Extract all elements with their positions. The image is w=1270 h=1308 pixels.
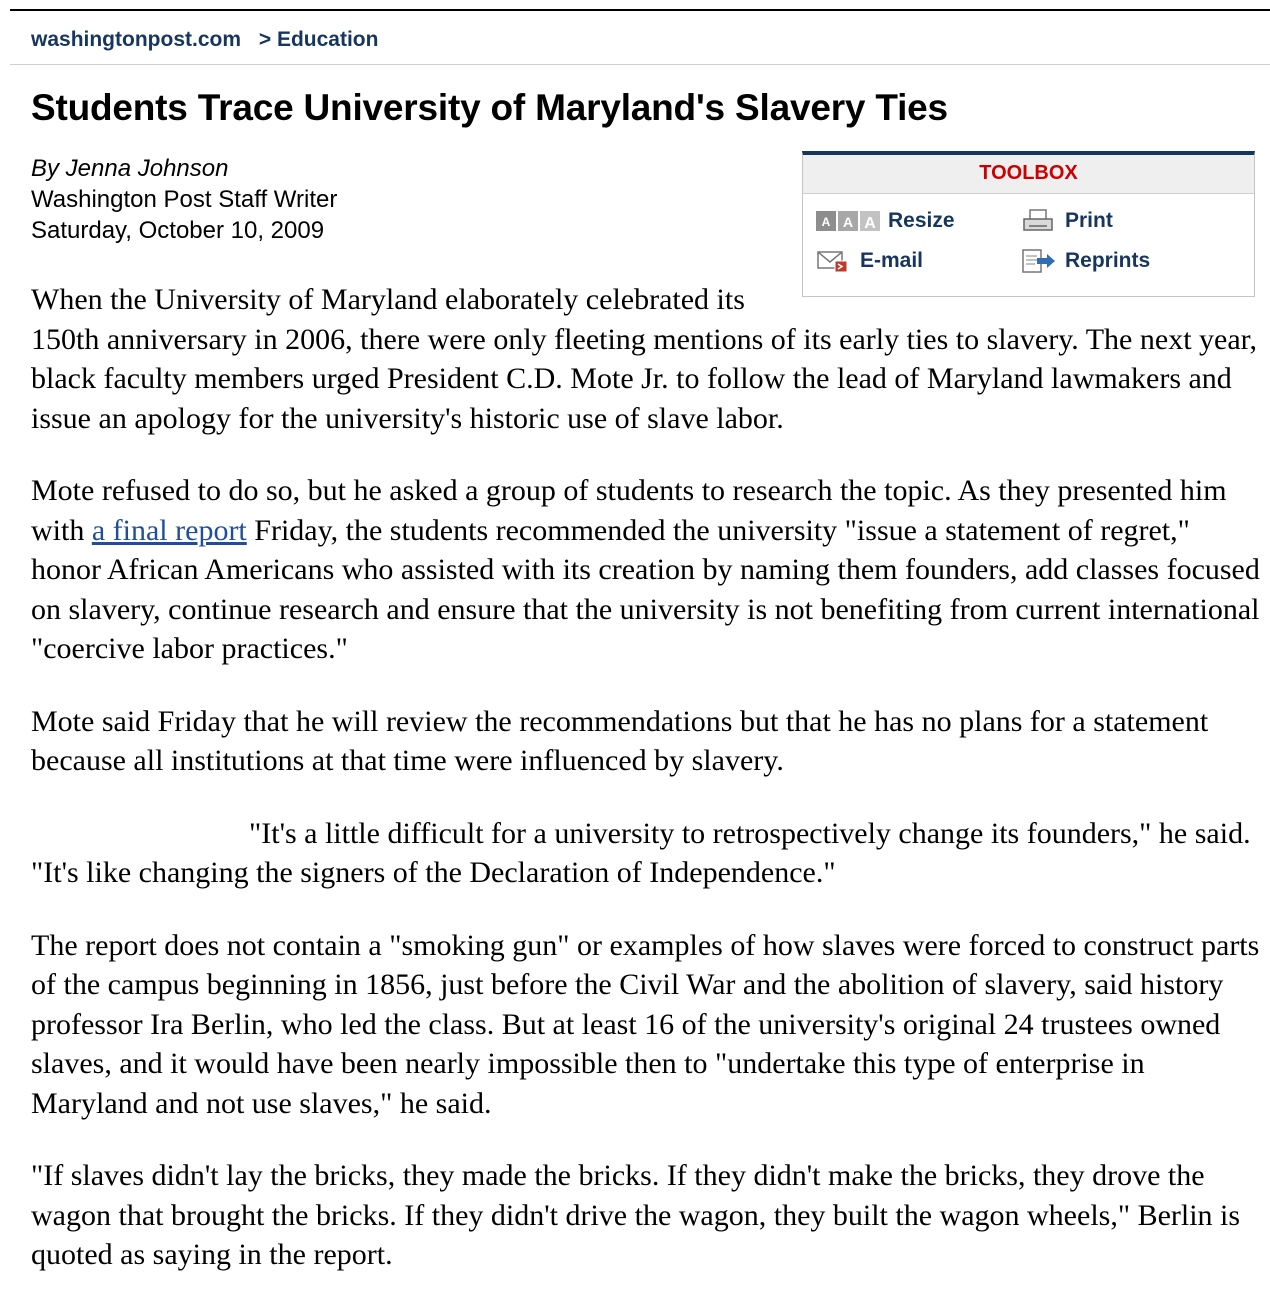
paragraph-text: Friday, the students recommended the university "issue a statement of regret," honor African Americans who assisted with its creation by naming them founders, add classes focused on slavery, continue research and ensure that the university is not benefiting from current international "coercive labor practices.": [31, 513, 1260, 665]
article-paragraph: [31, 471, 1266, 669]
resize-label: Resize: [888, 209, 955, 232]
svg-text:A: A: [821, 215, 831, 229]
breadcrumb-divider: [10, 64, 1270, 65]
final-report-link[interactable]: a final report: [91, 513, 247, 547]
paragraph-text: "It's a little difficult for a university to retrospectively change its founders," he said. "It's like changing the signers of the Declaration of Independence.": [31, 816, 1251, 889]
svg-text:A: A: [842, 214, 854, 230]
article-body: [31, 280, 1266, 1308]
email-icon: [816, 248, 852, 274]
email-label: E-mail: [860, 249, 924, 272]
article-paragraph: "If slaves didn't lay the bricks, they made the bricks. If they didn't make the bricks, they drove the wagon that brought the bricks. If they didn't drive the wagon, they built the wagon wheels," Berlin is quoted as saying in the report.: [31, 1159, 1241, 1271]
resize-icon: [816, 208, 880, 234]
article-paragraph: When the University of Maryland elaborately celebrated its 150th anniversary in 2006, there were only fleeting mentions of its early ties to slavery. The next year, black faculty members urged President C.D. Mote Jr. to follow the lead of Maryland lawmakers and issue an apology for the university's historic use of slave labor.: [31, 283, 1257, 435]
byline: [31, 153, 337, 246]
top-rule: [10, 9, 1270, 11]
toolbox-title: TOOLBOX: [803, 155, 1254, 194]
reprints-button[interactable]: [1021, 248, 1150, 274]
byline-date: Saturday, October 10, 2009: [31, 217, 325, 244]
toolbox: [802, 151, 1255, 297]
article-paragraph: The report does not contain a "smoking gun" or examples of how slaves were forced to construct parts of the campus beginning in 1856, just before the Civil War and the abolition of slavery, said history professor Ira Berlin, who led the class. But at least 16 of the university's original 24 trustees owned slaves, and it would have been nearly impossible then to "undertake this type of enterprise in Maryland and not use slaves," he said.: [31, 928, 1260, 1120]
breadcrumb-site-link[interactable]: washingtonpost.com: [31, 28, 241, 51]
reprints-icon: [1021, 248, 1057, 274]
print-label: Print: [1065, 209, 1113, 232]
article-headline: Students Trace University of Maryland's Slavery Ties: [31, 87, 948, 128]
svg-text:A: A: [864, 215, 876, 232]
paragraph-text: Mote refused to do so, but he asked a group of students to research the topic. As they presented him with: [31, 474, 1227, 547]
print-button[interactable]: [1021, 208, 1113, 234]
byline-role: Washington Post Staff Writer: [31, 186, 338, 213]
email-button[interactable]: [816, 248, 923, 274]
article-paragraph: Mote said Friday that he will review the recommendations but that he has no plans for a statement because all institutions at that time were influenced by slavery.: [31, 704, 1209, 777]
resize-button[interactable]: [816, 208, 955, 234]
byline-author: By Jenna Johnson: [31, 155, 229, 182]
printer-icon: [1021, 208, 1057, 234]
reprints-label: Reprints: [1065, 249, 1151, 272]
breadcrumb-section-link[interactable]: Education: [276, 28, 379, 51]
breadcrumb: [31, 28, 378, 52]
article-paragraph: [31, 814, 1266, 893]
breadcrumb-separator: >: [258, 28, 272, 51]
